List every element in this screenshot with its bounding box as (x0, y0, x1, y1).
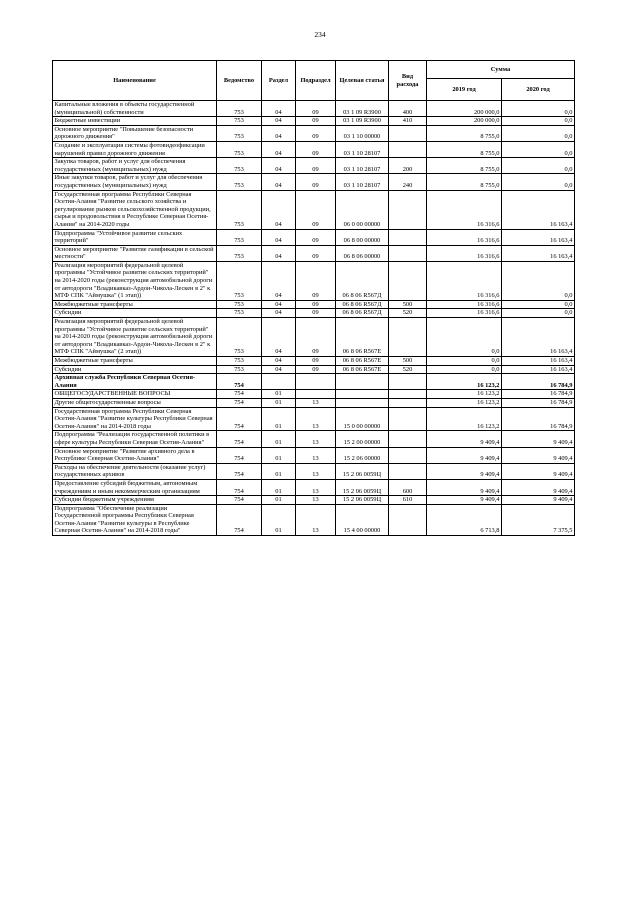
cell-vedomstvo: 753 (217, 229, 262, 245)
cell-podrazdel: 09 (296, 101, 336, 117)
cell-razdel: 04 (262, 300, 296, 309)
cell-razdel: 04 (262, 245, 296, 261)
cell-celevaya-statya: 15 2 06 0059Ц (336, 463, 389, 479)
cell-vid-rashoda: 400 (389, 101, 427, 117)
cell-vid-rashoda (389, 398, 427, 407)
cell-podrazdel: 09 (296, 318, 336, 357)
cell-podrazdel: 09 (296, 141, 336, 157)
cell-vedomstvo: 754 (217, 407, 262, 431)
table-row (53, 261, 575, 300)
cell-podrazdel: 09 (296, 357, 336, 366)
cell-vid-rashoda: 520 (389, 365, 427, 374)
cell-celevaya-statya (336, 390, 389, 399)
table-row (53, 229, 575, 245)
cell-vid-rashoda (389, 245, 427, 261)
table-row (53, 390, 575, 399)
cell-razdel: 01 (262, 390, 296, 399)
cell-sum-2020: 0,0 (502, 261, 575, 300)
cell-name: Межбюджетные трансферты (53, 300, 217, 309)
cell-vid-rashoda (389, 141, 427, 157)
cell-sum-2019: 16 316,6 (427, 261, 502, 300)
table-row (53, 300, 575, 309)
cell-podrazdel: 09 (296, 300, 336, 309)
table-row (53, 463, 575, 479)
header-year-2019: 2019 год (427, 79, 502, 101)
cell-name: Иные закупки товаров, работ и услуг для обеспечения государственных (муниципальных) нужд (53, 174, 217, 190)
cell-celevaya-statya: 03 1 09 R3900 (336, 101, 389, 117)
cell-razdel: 04 (262, 261, 296, 300)
cell-sum-2020: 16 163,4 (502, 245, 575, 261)
cell-vid-rashoda (389, 463, 427, 479)
cell-sum-2020: 0,0 (502, 309, 575, 318)
table-row (53, 479, 575, 495)
cell-vid-rashoda: 200 (389, 158, 427, 174)
table-row (53, 374, 575, 390)
cell-celevaya-statya (336, 374, 389, 390)
cell-razdel: 04 (262, 174, 296, 190)
cell-razdel: 01 (262, 496, 296, 505)
cell-sum-2019: 16 316,6 (427, 245, 502, 261)
cell-name: Основное мероприятие "Повышение безопасности дорожного движения" (53, 125, 217, 141)
cell-razdel: 04 (262, 158, 296, 174)
cell-razdel: 04 (262, 141, 296, 157)
header-summa: Сумма (427, 61, 575, 79)
cell-razdel: 01 (262, 398, 296, 407)
cell-sum-2020: 16 163,4 (502, 365, 575, 374)
cell-podrazdel: 13 (296, 463, 336, 479)
cell-vedomstvo: 753 (217, 309, 262, 318)
cell-sum-2020: 0,0 (502, 174, 575, 190)
header-razdel: Раздел (262, 61, 296, 101)
cell-razdel: 01 (262, 431, 296, 447)
cell-sum-2019: 8 755,0 (427, 158, 502, 174)
header-vid-rashoda: Вид расхода (389, 61, 427, 101)
cell-podrazdel: 13 (296, 447, 336, 463)
cell-sum-2019: 0,0 (427, 365, 502, 374)
cell-vid-rashoda (389, 318, 427, 357)
cell-name: Подпрограмма "Устойчивое развитие сельских территорий" (53, 229, 217, 245)
cell-celevaya-statya (336, 398, 389, 407)
cell-celevaya-statya: 06 8 06 R567Д (336, 309, 389, 318)
cell-razdel: 04 (262, 365, 296, 374)
table-row (53, 496, 575, 505)
cell-sum-2020: 0,0 (502, 125, 575, 141)
cell-name: Межбюджетные трансферты (53, 357, 217, 366)
cell-sum-2020: 0,0 (502, 101, 575, 117)
cell-vedomstvo: 754 (217, 398, 262, 407)
cell-podrazdel: 09 (296, 125, 336, 141)
cell-name: Субсидии (53, 365, 217, 374)
cell-sum-2019: 9 409,4 (427, 431, 502, 447)
table-body (53, 101, 575, 536)
cell-vedomstvo: 753 (217, 158, 262, 174)
cell-razdel: 01 (262, 463, 296, 479)
cell-vedomstvo: 753 (217, 174, 262, 190)
cell-celevaya-statya: 06 8 06 R567Е (336, 365, 389, 374)
cell-celevaya-statya: 15 2 06 0059Ц (336, 479, 389, 495)
cell-celevaya-statya: 06 8 06 R567Е (336, 318, 389, 357)
cell-sum-2020: 16 784,9 (502, 407, 575, 431)
cell-podrazdel: 09 (296, 158, 336, 174)
cell-sum-2019: 16 123,2 (427, 398, 502, 407)
cell-vid-rashoda: 610 (389, 496, 427, 505)
cell-celevaya-statya: 03 1 10 28107 (336, 174, 389, 190)
table-row (53, 318, 575, 357)
cell-vedomstvo: 753 (217, 101, 262, 117)
cell-celevaya-statya: 03 1 10 00000 (336, 125, 389, 141)
cell-sum-2019: 16 316,6 (427, 309, 502, 318)
cell-podrazdel (296, 390, 336, 399)
table-row (53, 245, 575, 261)
cell-vedomstvo: 754 (217, 463, 262, 479)
cell-sum-2019: 16 123,2 (427, 407, 502, 431)
cell-name: Другие общегосударственные вопросы (53, 398, 217, 407)
cell-sum-2020: 16 784,9 (502, 390, 575, 399)
cell-podrazdel: 09 (296, 174, 336, 190)
cell-vid-rashoda (389, 374, 427, 390)
cell-podrazdel: 13 (296, 398, 336, 407)
cell-razdel: 04 (262, 125, 296, 141)
cell-sum-2019: 8 755,0 (427, 174, 502, 190)
cell-vedomstvo: 753 (217, 190, 262, 229)
cell-razdel: 01 (262, 504, 296, 535)
cell-sum-2020: 7 375,5 (502, 504, 575, 535)
cell-vedomstvo: 753 (217, 300, 262, 309)
cell-razdel: 04 (262, 318, 296, 357)
cell-sum-2019: 16 316,6 (427, 300, 502, 309)
table-row (53, 357, 575, 366)
cell-celevaya-statya: 06 0 00 00000 (336, 190, 389, 229)
cell-sum-2020: 16 784,9 (502, 398, 575, 407)
cell-name: Основное мероприятие "Развитие газификации в сельской местности" (53, 245, 217, 261)
cell-podrazdel: 09 (296, 117, 336, 126)
cell-sum-2020: 16 163,4 (502, 190, 575, 229)
header-name: Наименование (53, 61, 217, 101)
cell-razdel: 01 (262, 407, 296, 431)
cell-vedomstvo: 754 (217, 447, 262, 463)
cell-sum-2019: 16 123,2 (427, 374, 502, 390)
header-year-2020: 2020 год (502, 79, 575, 101)
cell-celevaya-statya: 15 2 00 00000 (336, 431, 389, 447)
cell-razdel (262, 374, 296, 390)
cell-vedomstvo: 753 (217, 245, 262, 261)
cell-sum-2019: 0,0 (427, 318, 502, 357)
cell-celevaya-statya: 03 1 09 R3900 (336, 117, 389, 126)
cell-vedomstvo: 754 (217, 496, 262, 505)
cell-vedomstvo: 753 (217, 125, 262, 141)
cell-vid-rashoda (389, 261, 427, 300)
cell-sum-2019: 9 409,4 (427, 479, 502, 495)
cell-podrazdel: 09 (296, 245, 336, 261)
cell-podrazdel: 13 (296, 479, 336, 495)
cell-sum-2020: 9 409,4 (502, 463, 575, 479)
cell-razdel: 04 (262, 117, 296, 126)
cell-sum-2019: 9 409,4 (427, 496, 502, 505)
table-row (53, 398, 575, 407)
table-row (53, 158, 575, 174)
cell-sum-2020: 0,0 (502, 158, 575, 174)
table-row (53, 309, 575, 318)
cell-sum-2020: 16 163,4 (502, 357, 575, 366)
cell-sum-2020: 0,0 (502, 141, 575, 157)
cell-sum-2019: 16 123,2 (427, 390, 502, 399)
cell-razdel: 04 (262, 101, 296, 117)
cell-vid-rashoda: 410 (389, 117, 427, 126)
cell-name: Бюджетные инвестиции (53, 117, 217, 126)
cell-name: Подпрограмма "Обеспечение реализации Государственной программы Республики Северная Осетия-Алания "Развитие культуры в Республике Северная Осетия-Алания" на 2014-2018 годы" (53, 504, 217, 535)
cell-vedomstvo: 753 (217, 357, 262, 366)
cell-celevaya-statya: 06 8 00 00000 (336, 229, 389, 245)
cell-vedomstvo: 753 (217, 318, 262, 357)
page-number: 234 (314, 30, 326, 39)
cell-sum-2020: 16 163,4 (502, 318, 575, 357)
cell-sum-2020: 9 409,4 (502, 496, 575, 505)
cell-sum-2020: 16 163,4 (502, 229, 575, 245)
cell-vid-rashoda: 240 (389, 174, 427, 190)
cell-name: Субсидии (53, 309, 217, 318)
cell-vid-rashoda (389, 407, 427, 431)
cell-podrazdel: 09 (296, 190, 336, 229)
cell-sum-2020: 0,0 (502, 117, 575, 126)
cell-vid-rashoda (389, 431, 427, 447)
cell-podrazdel: 09 (296, 261, 336, 300)
cell-vid-rashoda: 600 (389, 479, 427, 495)
cell-razdel: 04 (262, 190, 296, 229)
cell-vid-rashoda (389, 125, 427, 141)
table-row (53, 407, 575, 431)
cell-podrazdel: 09 (296, 229, 336, 245)
cell-vedomstvo: 754 (217, 374, 262, 390)
cell-name: Реализация мероприятий федеральной целевой программы "Устойчивое развитие сельских территорий" на 2014-2020 годы (реконструкция автомобильной дороги от автодороги "Владикавказ-Ардон-Чикола-Лескен в 2" к МТФ СПК "Аймушка" (2 этап)) (53, 318, 217, 357)
cell-name: Закупка товаров, работ и услуг для обеспечения государственных (муниципальных) нужд (53, 158, 217, 174)
cell-vid-rashoda (389, 447, 427, 463)
cell-vid-rashoda (389, 190, 427, 229)
table-row (53, 365, 575, 374)
cell-sum-2019: 16 316,6 (427, 229, 502, 245)
cell-celevaya-statya: 06 8 06 R567Д (336, 300, 389, 309)
table-row (53, 431, 575, 447)
cell-name: Основное мероприятие "Развитие архивного дела в Республике Северная Осетия-Алания" (53, 447, 217, 463)
cell-name: Государственная программа Республики Северная Осетия-Алания "Развитие культуры Республики Северная Осетия-Алания" на 2014-2018 годы (53, 407, 217, 431)
cell-vedomstvo: 754 (217, 431, 262, 447)
table-row (53, 125, 575, 141)
cell-razdel: 04 (262, 309, 296, 318)
cell-vid-rashoda (389, 229, 427, 245)
cell-podrazdel: 13 (296, 407, 336, 431)
cell-sum-2020: 9 409,4 (502, 431, 575, 447)
header-celevaya-statya: Целевая статья (336, 61, 389, 101)
cell-razdel: 04 (262, 357, 296, 366)
cell-sum-2019: 200 000,0 (427, 101, 502, 117)
cell-vid-rashoda (389, 390, 427, 399)
cell-celevaya-statya: 06 8 06 R567Д (336, 261, 389, 300)
cell-podrazdel: 13 (296, 504, 336, 535)
cell-podrazdel: 09 (296, 309, 336, 318)
cell-name: Государственная программа Республики Северная Осетия-Алания "Развитие сельского хозяйства и регулирование рынков сельскохозяйственной продукции, сырья и продовольствия в Республике Северная Осетия-Алания" на 2014-2020 годы (53, 190, 217, 229)
table-row (53, 101, 575, 117)
cell-sum-2019: 9 409,4 (427, 463, 502, 479)
table-header (53, 61, 575, 101)
cell-podrazdel (296, 374, 336, 390)
cell-vedomstvo: 753 (217, 117, 262, 126)
cell-vid-rashoda: 520 (389, 309, 427, 318)
cell-razdel: 01 (262, 479, 296, 495)
table-row (53, 174, 575, 190)
table-row (53, 504, 575, 535)
cell-name: Подпрограмма "Реализация государственной политики в сфере культуры Республики Северная Осетия-Алания" (53, 431, 217, 447)
cell-vid-rashoda (389, 504, 427, 535)
cell-razdel: 01 (262, 447, 296, 463)
table-row (53, 447, 575, 463)
cell-sum-2020: 9 409,4 (502, 479, 575, 495)
cell-vid-rashoda: 500 (389, 357, 427, 366)
cell-podrazdel: 09 (296, 365, 336, 374)
budget-table (52, 60, 575, 536)
cell-celevaya-statya: 15 2 06 0059Ц (336, 496, 389, 505)
cell-vedomstvo: 753 (217, 365, 262, 374)
cell-razdel: 04 (262, 229, 296, 245)
cell-vedomstvo: 753 (217, 141, 262, 157)
table-row (53, 117, 575, 126)
cell-vid-rashoda: 500 (389, 300, 427, 309)
cell-name: Архивная служба Республики Северная Осетия-Алания (53, 374, 217, 390)
cell-name: Субсидии бюджетным учреждениям (53, 496, 217, 505)
cell-sum-2019: 200 000,0 (427, 117, 502, 126)
cell-vedomstvo: 754 (217, 479, 262, 495)
cell-vedomstvo: 754 (217, 390, 262, 399)
cell-celevaya-statya: 03 1 10 28107 (336, 141, 389, 157)
cell-sum-2019: 6 713,8 (427, 504, 502, 535)
cell-sum-2020: 9 409,4 (502, 447, 575, 463)
cell-vedomstvo: 753 (217, 261, 262, 300)
cell-podrazdel: 13 (296, 496, 336, 505)
table-row (53, 141, 575, 157)
cell-name: Предоставление субсидий бюджетным, автономным учреждениям и иным некоммерческим организациям (53, 479, 217, 495)
cell-name: Расходы на обеспечение деятельности (оказание услуг) государственных архивов (53, 463, 217, 479)
cell-sum-2019: 8 755,0 (427, 141, 502, 157)
header-vedomstvo: Ведомство (217, 61, 262, 101)
cell-name: Капитальные вложения в объекты государственной (муниципальной) собственности (53, 101, 217, 117)
cell-sum-2020: 0,0 (502, 300, 575, 309)
cell-name: ОБЩЕГОСУДАРСТВЕННЫЕ ВОПРОСЫ (53, 390, 217, 399)
cell-celevaya-statya: 15 4 00 00000 (336, 504, 389, 535)
cell-sum-2019: 16 316,6 (427, 190, 502, 229)
cell-name: Реализация мероприятий федеральной целевой программы "Устойчивое развитие сельских территорий" на 2014-2020 годы (реконструкция автомобильной дороги от автодороги "Владикавказ-Ардон-Чикола-Лескен в 2" к МТФ СПК "Аймушка" (1 этап)) (53, 261, 217, 300)
cell-sum-2019: 8 755,0 (427, 125, 502, 141)
cell-vedomstvo: 754 (217, 504, 262, 535)
header-podrazdel: Подраздел (296, 61, 336, 101)
table-row (53, 190, 575, 229)
cell-celevaya-statya: 03 1 10 28107 (336, 158, 389, 174)
cell-sum-2019: 0,0 (427, 357, 502, 366)
cell-celevaya-statya: 06 8 06 R567Е (336, 357, 389, 366)
cell-sum-2020: 16 784,9 (502, 374, 575, 390)
cell-celevaya-statya: 15 2 06 00000 (336, 447, 389, 463)
cell-celevaya-statya: 15 0 00 00000 (336, 407, 389, 431)
cell-celevaya-statya: 06 8 06 00000 (336, 245, 389, 261)
cell-name: Создание и эксплуатация системы фотовидеофиксации нарушений правил дорожного движения (53, 141, 217, 157)
cell-sum-2019: 9 409,4 (427, 447, 502, 463)
cell-podrazdel: 13 (296, 431, 336, 447)
